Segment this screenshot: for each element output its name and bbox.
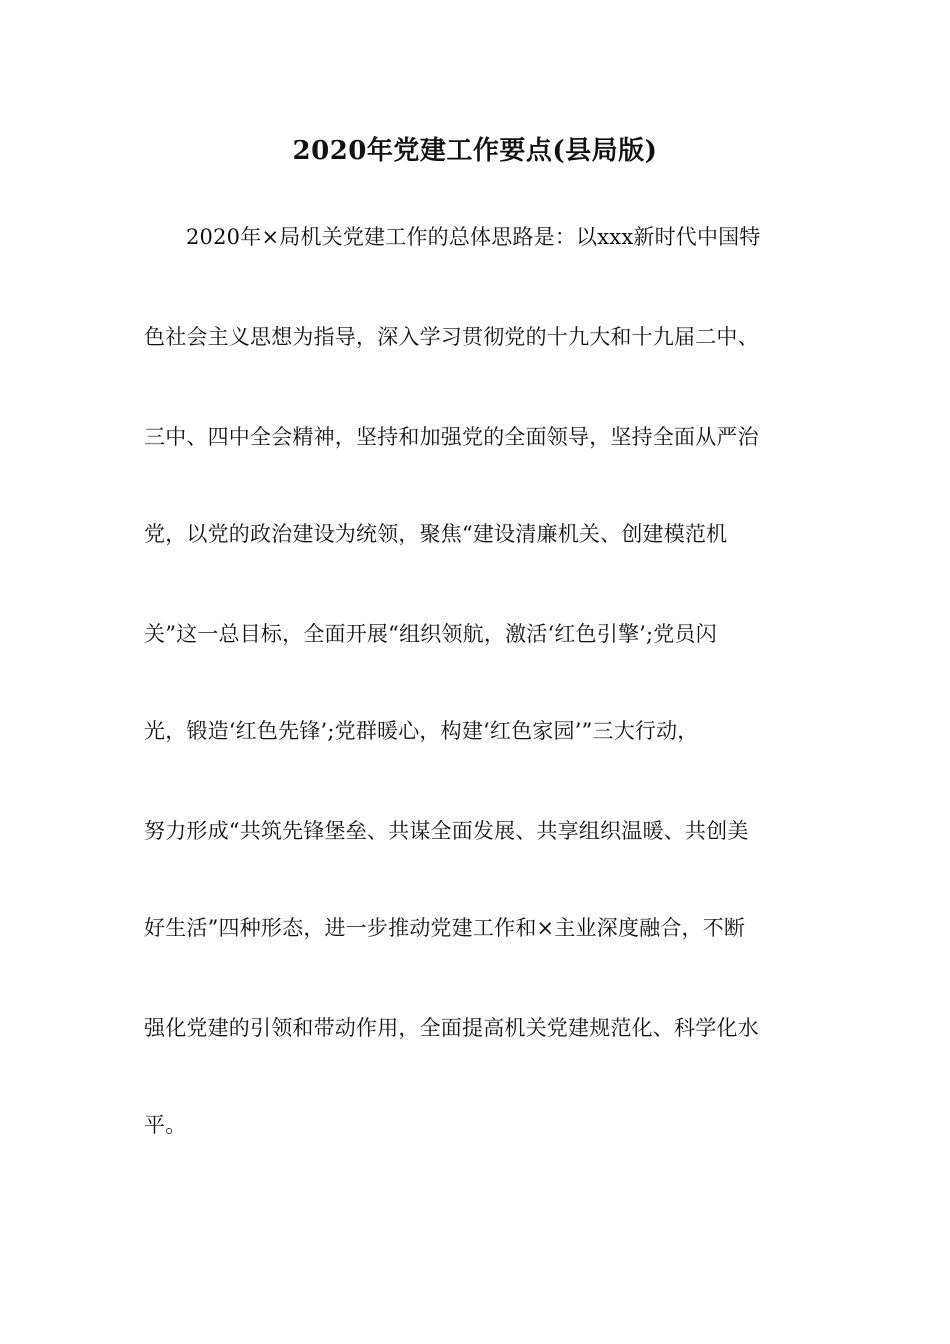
document-title: 2020年党建工作要点(县局版) [292, 136, 658, 166]
paragraph-line: 光，锻造‘红色先锋’;党群暖心，构建‘红色家园’”三大行动， [144, 719, 699, 743]
paragraph-line: 关”这一总目标，全面开展“组织领航，激活‘红色引擎’;党员闪 [144, 622, 717, 646]
paragraph-line: 平。 [144, 1113, 187, 1137]
paragraph-line: 党，以党的政治建设为统领，聚焦“建设清廉机关、创建模范机 [144, 522, 728, 546]
paragraph-line: 三中、四中全会精神，坚持和加强党的全面领导，坚持全面从严治 [144, 425, 759, 449]
paragraph-line: 强化党建的引领和带动作用，全面提高机关党建规范化、科学化水 [144, 1016, 759, 1040]
paragraph-line: 好生活”四种形态，进一步推动党建工作和×主业深度融合，不断 [144, 916, 746, 940]
paragraph-line: 2020年×局机关党建工作的总体思路是：以xxx新时代中国特 [186, 225, 761, 249]
paragraph-line: 色社会主义思想为指导，深入学习贯彻党的十九大和十九届二中、 [144, 325, 759, 349]
paragraph-line: 努力形成“共筑先锋堡垒、共谋全面发展、共享组织温暖、共创美 [144, 819, 749, 843]
